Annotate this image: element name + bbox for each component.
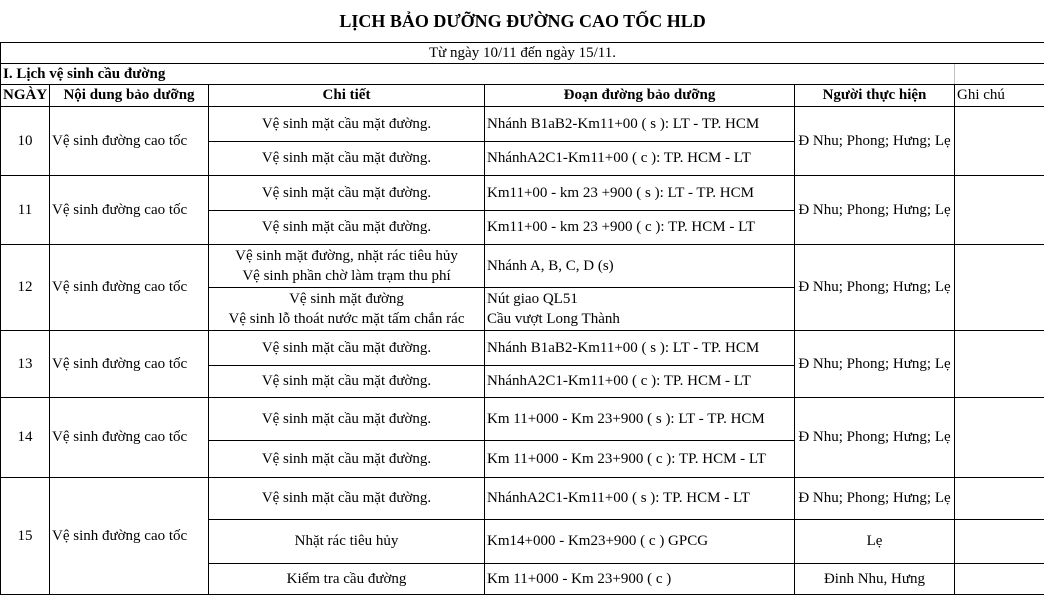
detail-cell: Kiểm tra cầu đường bbox=[209, 564, 485, 595]
note-cell bbox=[955, 520, 1044, 564]
segment-cell bbox=[485, 288, 795, 331]
detail-cell: Vệ sinh mặt cầu mặt đường. bbox=[209, 441, 485, 478]
content-cell: Vệ sinh đường cao tốc bbox=[50, 331, 209, 398]
segment-cell: Km11+00 - km 23 +900 ( c ): TP. HCM - LT bbox=[485, 211, 795, 245]
header-row bbox=[1, 85, 1044, 107]
detail-cell: Vệ sinh mặt cầu mặt đường. bbox=[209, 107, 485, 142]
note-cell bbox=[955, 564, 1044, 595]
header-day: NGÀY bbox=[1, 85, 50, 107]
header-content: Nội dung bảo dưỡng bbox=[50, 85, 209, 107]
segment-cell: Km 11+000 - Km 23+900 ( s ): LT - TP. HCM bbox=[485, 398, 795, 441]
detail-line: Vệ sinh mặt đường, nhặt rác tiêu hủy bbox=[235, 248, 458, 264]
segment-cell: Km 11+000 - Km 23+900 ( c ) bbox=[485, 564, 795, 595]
content-cell: Vệ sinh đường cao tốc bbox=[50, 107, 209, 176]
table-row bbox=[1, 398, 1044, 441]
day-cell: 13 bbox=[1, 331, 50, 398]
worker-cell: Đ Nhu; Phong; Hưng; Lẹ bbox=[795, 478, 955, 520]
segment-cell: Km11+00 - km 23 +900 ( s ): LT - TP. HCM bbox=[485, 176, 795, 211]
segment-cell: Km14+000 - Km23+900 ( c ) GPCG bbox=[485, 520, 795, 564]
day-cell: 14 bbox=[1, 398, 50, 478]
worker-cell: Đ Nhu; Phong; Hưng; Lẹ bbox=[795, 398, 955, 478]
detail-cell: Vệ sinh mặt cầu mặt đường. bbox=[209, 478, 485, 520]
segment-cell: Nhánh B1aB2-Km11+00 ( s ): LT - TP. HCM bbox=[485, 107, 795, 142]
segment-cell: Nhánh B1aB2-Km11+00 ( s ): LT - TP. HCM bbox=[485, 331, 795, 366]
detail-cell: Vệ sinh mặt cầu mặt đường. bbox=[209, 176, 485, 211]
segment-line: Nút giao QL51 bbox=[487, 291, 578, 307]
segment-cell: Km 11+000 - Km 23+900 ( c ): TP. HCM - LT bbox=[485, 441, 795, 478]
header-detail: Chi tiết bbox=[209, 85, 485, 107]
content-cell: Vệ sinh đường cao tốc bbox=[50, 245, 209, 331]
content-cell: Vệ sinh đường cao tốc bbox=[50, 478, 209, 595]
note-cell bbox=[955, 331, 1044, 398]
note-cell bbox=[955, 478, 1044, 520]
day-cell: 10 bbox=[1, 107, 50, 176]
detail-cell: Vệ sinh mặt cầu mặt đường. bbox=[209, 142, 485, 176]
detail-cell: Vệ sinh mặt cầu mặt đường. bbox=[209, 366, 485, 398]
detail-cell: Vệ sinh mặt cầu mặt đường. bbox=[209, 211, 485, 245]
day-cell: 15 bbox=[1, 478, 50, 595]
content-cell: Vệ sinh đường cao tốc bbox=[50, 176, 209, 245]
content-cell: Vệ sinh đường cao tốc bbox=[50, 398, 209, 478]
day-cell: 11 bbox=[1, 176, 50, 245]
worker-cell: Đ Nhu; Phong; Hưng; Lẹ bbox=[795, 107, 955, 176]
note-cell bbox=[955, 398, 1044, 478]
detail-cell bbox=[209, 288, 485, 331]
segment-line: Cầu vượt Long Thành bbox=[487, 311, 620, 327]
header-note: Ghi chú bbox=[955, 85, 1044, 107]
empty-cell bbox=[955, 64, 1044, 85]
detail-line: Vệ sinh phần chờ làm trạm thu phí bbox=[242, 268, 451, 284]
table-row bbox=[1, 478, 1044, 520]
segment-cell: Nhánh A, B, C, D (s) bbox=[485, 245, 795, 288]
detail-cell: Vệ sinh mặt cầu mặt đường. bbox=[209, 398, 485, 441]
day-cell: 12 bbox=[1, 245, 50, 331]
page-title: LỊCH BẢO DƯỠNG ĐƯỜNG CAO TỐC HLD bbox=[339, 10, 706, 31]
worker-cell: Đ Nhu; Phong; Hưng; Lẹ bbox=[795, 245, 955, 331]
table-row bbox=[1, 331, 1044, 366]
worker-cell: Lẹ bbox=[795, 520, 955, 564]
detail-cell: Vệ sinh mặt cầu mặt đường. bbox=[209, 331, 485, 366]
segment-cell: NhánhA2C1-Km11+00 ( s ): TP. HCM - LT bbox=[485, 478, 795, 520]
detail-cell: Nhặt rác tiêu hủy bbox=[209, 520, 485, 564]
section-title: I. Lịch vệ sinh cầu đường bbox=[1, 64, 955, 85]
note-cell bbox=[955, 245, 1044, 331]
worker-cell: Đ Nhu; Phong; Hưng; Lẹ bbox=[795, 176, 955, 245]
segment-cell: NhánhA2C1-Km11+00 ( c ): TP. HCM - LT bbox=[485, 366, 795, 398]
table-row bbox=[1, 107, 1044, 142]
worker-cell: Đinh Nhu, Hưng bbox=[795, 564, 955, 595]
detail-line: Vệ sinh mặt đường bbox=[289, 291, 404, 307]
detail-line: Vệ sinh lỗ thoát nước mặt tấm chắn rác bbox=[228, 311, 465, 327]
note-cell bbox=[955, 176, 1044, 245]
detail-cell bbox=[209, 245, 485, 288]
header-segment: Đoạn đường bảo dưỡng bbox=[485, 85, 795, 107]
note-cell bbox=[955, 107, 1044, 176]
table-row bbox=[1, 176, 1044, 211]
segment-cell: NhánhA2C1-Km11+00 ( c ): TP. HCM - LT bbox=[485, 142, 795, 176]
date-range: Từ ngày 10/11 đến ngày 15/11. bbox=[1, 43, 1044, 64]
header-worker: Người thực hiện bbox=[795, 85, 955, 107]
worker-cell: Đ Nhu; Phong; Hưng; Lẹ bbox=[795, 331, 955, 398]
table-row bbox=[1, 245, 1044, 288]
